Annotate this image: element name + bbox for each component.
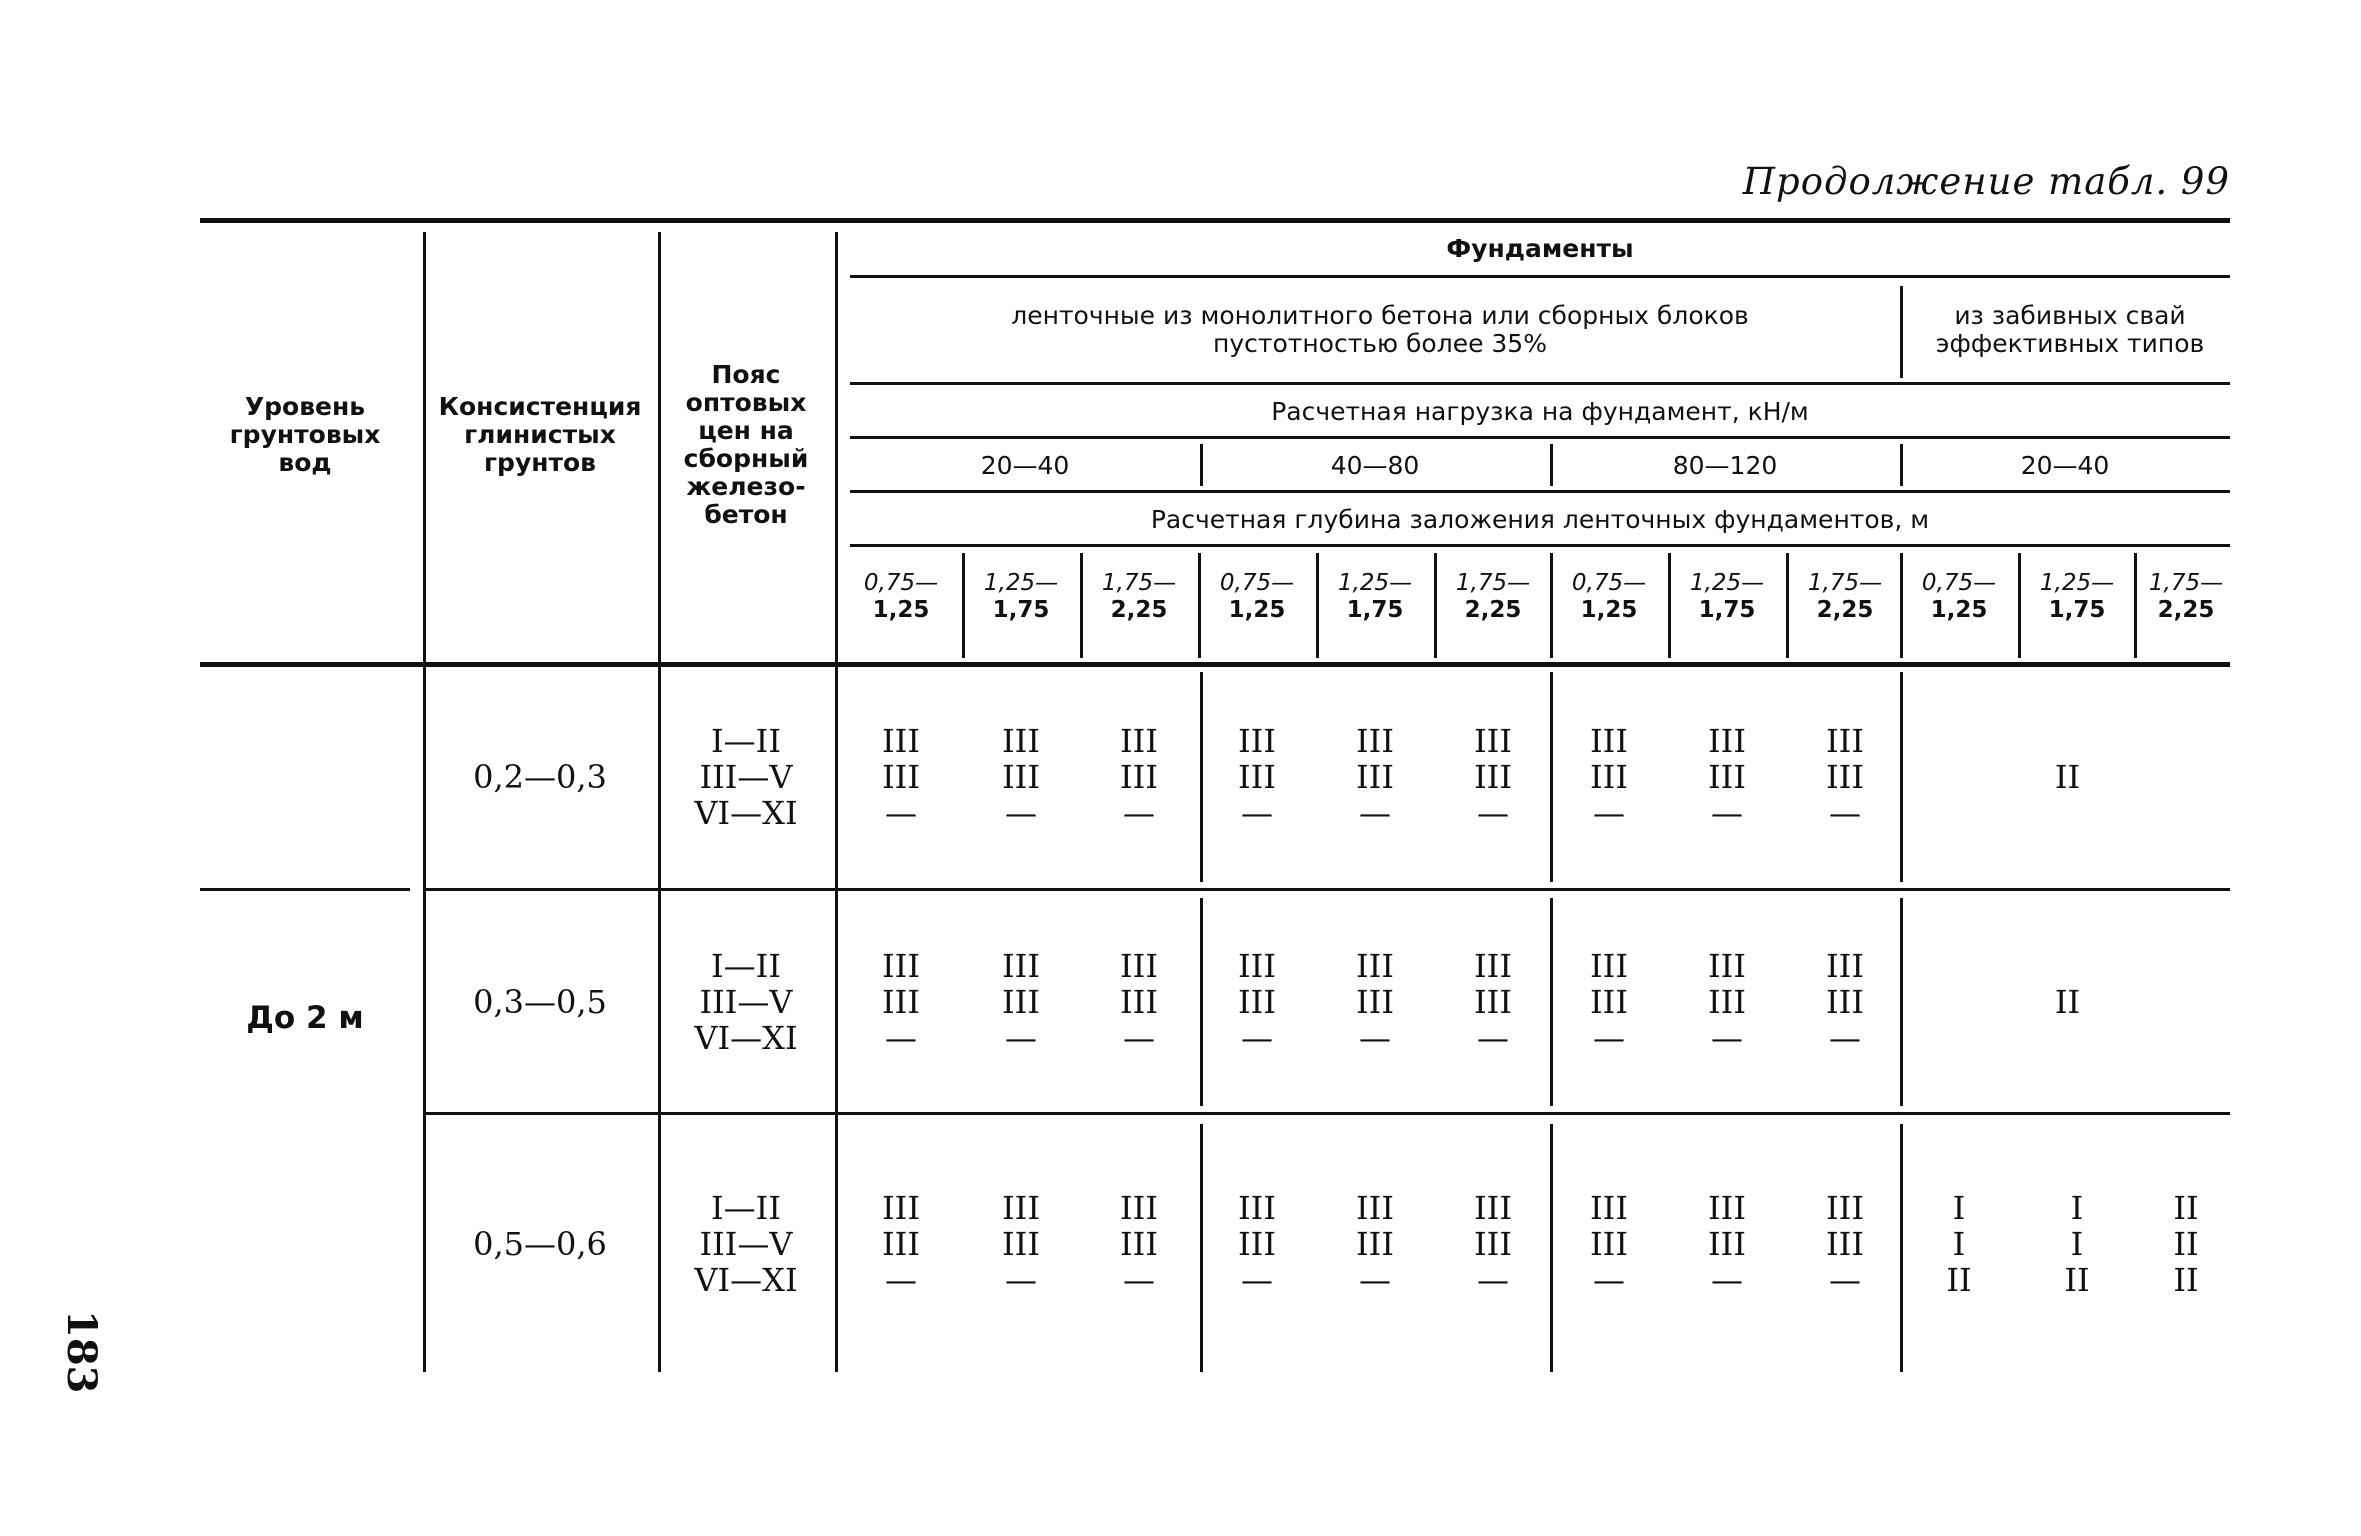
value-cell: III III — bbox=[1708, 1189, 1746, 1299]
consistency-cell: 0,5—0,6 bbox=[473, 1225, 607, 1263]
depth-range: 1,75— 2,25 bbox=[1455, 570, 1531, 623]
zones-cell: I—II III—V VI—XI bbox=[694, 947, 798, 1057]
rule-strip bbox=[850, 382, 2230, 385]
value-cell: III III — bbox=[1590, 722, 1628, 832]
header-load: Расчетная нагрузка на фундамент, кН/м bbox=[1271, 397, 1809, 426]
value-cell: III III — bbox=[1356, 722, 1394, 832]
header-strip-foundations: ленточные из монолитного бетона или сборных блоков пустотностью более 35% bbox=[1011, 301, 1749, 358]
value-cell: III III — bbox=[1238, 722, 1276, 832]
header-load-range-1: 20—40 bbox=[980, 451, 1070, 480]
depth-range: 0,75— 1,25 bbox=[1921, 570, 1997, 623]
header-pile-foundations: из забивных свай эффективных типов bbox=[1935, 301, 2205, 358]
value-cell: III III — bbox=[1002, 947, 1040, 1057]
value-cell: III III — bbox=[1474, 1189, 1512, 1299]
value-cell: III III — bbox=[1590, 947, 1628, 1057]
rule-left-block bbox=[200, 888, 410, 891]
table-caption: Продолжение табл. 99 bbox=[1742, 160, 2230, 203]
depth-range: 1,25— 1,75 bbox=[1337, 570, 1413, 623]
vline-strip-piles bbox=[1900, 286, 1903, 378]
depth-range: 1,25— 1,75 bbox=[2039, 570, 2115, 623]
value-cell: III III — bbox=[1708, 947, 1746, 1057]
table-top-rule bbox=[200, 218, 2230, 223]
depth-range: 1,25— 1,75 bbox=[983, 570, 1059, 623]
header-price-zone: Пояс оптовых цен на сборный железо-бетон bbox=[683, 360, 809, 529]
consistency-cell: 0,3—0,5 bbox=[473, 983, 607, 1021]
piles-merged-cell: II bbox=[2054, 758, 2081, 796]
depth-range: 0,75— 1,25 bbox=[1219, 570, 1295, 623]
zones-cell: I—II III—V VI—XI bbox=[694, 722, 798, 832]
rule-row-2 bbox=[425, 1112, 2230, 1115]
rule-foundations bbox=[850, 275, 2230, 278]
header-water-level: Уровень грунтовых вод bbox=[229, 392, 381, 477]
value-cell: III III — bbox=[1120, 722, 1158, 832]
water-level-label: До 2 м bbox=[246, 1000, 364, 1036]
value-cell: III III — bbox=[1826, 947, 1864, 1057]
vline-3 bbox=[835, 232, 838, 1372]
header-depth: Расчетная глубина заложения ленточных фундаментов, м bbox=[1150, 505, 1930, 534]
zones-cell: I—II III—V VI—XI bbox=[694, 1189, 798, 1299]
value-cell: III III — bbox=[1002, 1189, 1040, 1299]
rule-row-1 bbox=[425, 888, 2230, 891]
header-consistency: Консистенция глинистых грунтов bbox=[438, 392, 642, 477]
value-cell: III III — bbox=[882, 947, 920, 1057]
page-number: 183 bbox=[58, 1310, 105, 1394]
depth-range: 1,75— 2,25 bbox=[2148, 570, 2224, 623]
value-cell: III III — bbox=[1590, 1189, 1628, 1299]
depth-range: 0,75— 1,25 bbox=[863, 570, 939, 623]
value-cell: III III — bbox=[1238, 1189, 1276, 1299]
value-cell: III III — bbox=[1826, 1189, 1864, 1299]
value-cell: III III — bbox=[1474, 722, 1512, 832]
header-bottom-rule bbox=[200, 662, 2230, 667]
value-cell: III III — bbox=[1826, 722, 1864, 832]
value-cell: III III — bbox=[1474, 947, 1512, 1057]
header-load-range-3: 80—120 bbox=[1672, 451, 1778, 480]
consistency-cell: 0,2—0,3 bbox=[473, 758, 607, 796]
rule-load bbox=[850, 436, 2230, 439]
rule-load-ranges bbox=[850, 490, 2230, 493]
value-cell: III III — bbox=[1002, 722, 1040, 832]
header-foundations: Фундаменты bbox=[1446, 234, 1634, 263]
pile-value-cell: II II II bbox=[2173, 1189, 2199, 1299]
vline-2 bbox=[658, 232, 661, 1372]
depth-range: 1,75— 2,25 bbox=[1807, 570, 1883, 623]
pile-value-cell: I I II bbox=[2064, 1189, 2090, 1299]
depth-range: 1,75— 2,25 bbox=[1101, 570, 1177, 623]
depth-range: 0,75— 1,25 bbox=[1571, 570, 1647, 623]
header-load-range-2: 40—80 bbox=[1330, 451, 1420, 480]
piles-merged-cell: II bbox=[2054, 983, 2081, 1021]
rule-depth bbox=[850, 544, 2230, 547]
depth-range: 1,25— 1,75 bbox=[1689, 570, 1765, 623]
value-cell: III III — bbox=[1708, 722, 1746, 832]
pile-value-cell: I I II bbox=[1946, 1189, 1972, 1299]
value-cell: III III — bbox=[882, 1189, 920, 1299]
value-cell: III III — bbox=[1120, 1189, 1158, 1299]
value-cell: III III — bbox=[1238, 947, 1276, 1057]
value-cell: III III — bbox=[1356, 947, 1394, 1057]
value-cell: III III — bbox=[1120, 947, 1158, 1057]
value-cell: III III — bbox=[1356, 1189, 1394, 1299]
header-load-range-4: 20—40 bbox=[2020, 451, 2110, 480]
vline-1 bbox=[423, 232, 426, 1372]
value-cell: III III — bbox=[882, 722, 920, 832]
